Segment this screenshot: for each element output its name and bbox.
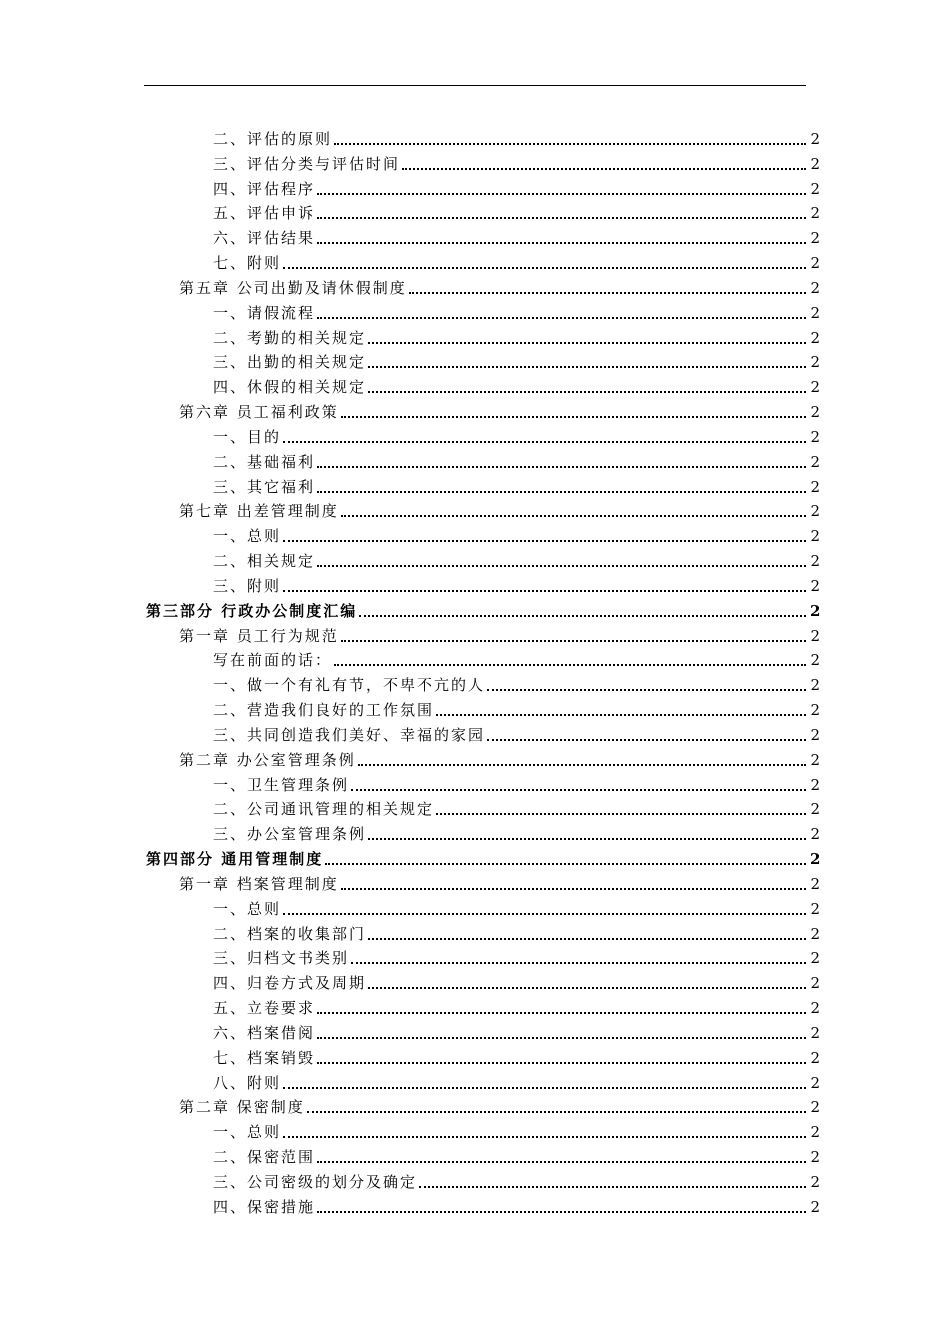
toc-dot-leader (325, 863, 806, 865)
toc-entry-title: 八、附则 (213, 1073, 282, 1092)
toc-page-number: 2 (810, 477, 820, 496)
toc-dot-leader (283, 540, 806, 542)
toc-section-entry[interactable] (213, 174, 820, 198)
toc-dot-leader (487, 689, 806, 691)
toc-dot-leader (317, 1012, 806, 1014)
toc-entry-title: 二、基础福利 (213, 452, 316, 471)
toc-entry-title: 五、评估申诉 (213, 204, 316, 223)
toc-section-entry[interactable] (213, 1192, 820, 1216)
toc-entry-title: 一、总则 (213, 899, 282, 918)
toc-page-number: 2 (810, 825, 820, 844)
toc-dot-leader (341, 888, 806, 890)
toc-part-entry[interactable] (146, 596, 820, 620)
toc-dot-leader (317, 1211, 806, 1213)
toc-dot-leader (341, 416, 806, 418)
toc-dot-leader (317, 565, 806, 567)
toc-dot-leader (283, 441, 806, 443)
toc-section-entry[interactable] (213, 248, 820, 272)
toc-page-number: 2 (810, 179, 820, 198)
toc-section-entry[interactable] (213, 521, 820, 545)
toc-entry-title: 二、评估的原则 (213, 130, 333, 148)
toc-page-number: 2 (810, 1098, 820, 1117)
toc-page-number: 2 (810, 576, 820, 595)
toc-chapter-entry[interactable] (179, 1092, 820, 1116)
toc-section-entry[interactable] (213, 347, 820, 371)
toc-section-entry[interactable] (213, 198, 820, 222)
toc-page-number: 2 (810, 303, 820, 322)
toc-page-number: 2 (810, 725, 820, 744)
toc-page-number: 2 (810, 626, 820, 645)
toc-entry-title: 第三部分 行政办公制度汇编 (146, 601, 358, 620)
toc-page-number: 2 (810, 601, 821, 620)
toc-dot-leader (283, 1136, 806, 1138)
toc-entry-title: 二、营造我们良好的工作氛围 (213, 701, 435, 720)
toc-dot-leader (351, 962, 806, 964)
toc-entry-title: 三、归档文书类别 (213, 949, 350, 968)
toc-section-entry[interactable] (213, 819, 820, 843)
toc-entry-title: 三、办公室管理条例 (213, 825, 367, 844)
toc-entry-title: 三、评估分类与评估时间 (213, 154, 401, 173)
toc-entry-title: 七、附则 (213, 254, 282, 273)
toc-section-entry[interactable] (213, 1167, 820, 1191)
toc-page-number: 2 (810, 1197, 820, 1216)
toc-page-number: 2 (810, 1148, 820, 1167)
toc-dot-leader (283, 1087, 806, 1089)
toc-section-entry[interactable] (213, 943, 820, 967)
toc-dot-leader (317, 1161, 806, 1163)
toc-section-entry[interactable] (213, 993, 820, 1017)
toc-page-number: 2 (810, 154, 820, 173)
toc-page-number: 2 (810, 502, 820, 521)
toc-section-entry[interactable] (213, 571, 820, 595)
toc-section-entry[interactable] (213, 1142, 820, 1166)
toc-entry-title: 三、公司密级的划分及确定 (213, 1172, 418, 1191)
toc-page-number: 2 (810, 1048, 820, 1067)
toc-dot-leader (351, 789, 806, 791)
toc-section-entry[interactable] (213, 1117, 820, 1141)
toc-chapter-entry[interactable] (179, 621, 820, 645)
toc-entry-title: 四、评估程序 (213, 179, 316, 198)
toc-entry-title: 三、共同创造我们美好、幸福的家园 (213, 725, 486, 744)
toc-page-number: 2 (810, 924, 820, 943)
toc-entry-title: 二、保密范围 (213, 1148, 316, 1167)
toc-dot-leader (317, 466, 806, 468)
toc-section-entry[interactable] (213, 472, 820, 496)
toc-dot-leader (368, 938, 806, 940)
toc-section-entry[interactable] (213, 223, 820, 247)
toc-section-entry[interactable] (213, 323, 820, 347)
toc-entry-title: 二、考勤的相关规定 (213, 328, 367, 347)
toc-dot-leader (317, 317, 806, 319)
toc-section-entry[interactable] (213, 1068, 820, 1092)
toc-entry-title: 三、附则 (213, 576, 282, 595)
toc-entry-title: 第六章 员工福利政策 (179, 403, 339, 422)
toc-page-number: 2 (810, 204, 820, 223)
toc-entry-title: 第一章 员工行为规范 (179, 626, 339, 645)
toc-section-entry[interactable] (213, 149, 820, 173)
toc-chapter-entry[interactable] (179, 273, 820, 297)
toc-page-number: 2 (810, 378, 820, 397)
toc-entry-title: 一、卫生管理条例 (213, 775, 350, 794)
toc-section-entry[interactable] (213, 298, 820, 322)
toc-entry-title: 四、归卷方式及周期 (213, 974, 367, 993)
toc-entry-title: 写在前面的话： (213, 651, 333, 670)
toc-dot-leader (317, 242, 806, 244)
toc-section-entry[interactable] (213, 968, 820, 992)
toc-dot-leader (283, 590, 806, 592)
toc-section-entry[interactable] (213, 447, 820, 471)
toc-page-number: 2 (810, 999, 820, 1018)
toc-entry-title: 三、其它福利 (213, 477, 316, 496)
toc-entry-title: 一、目的 (213, 427, 282, 446)
toc-page-number: 2 (810, 701, 820, 720)
toc-entry-title: 一、总则 (213, 1123, 282, 1142)
toc-dot-leader (334, 664, 806, 666)
toc-entry-title: 第七章 出差管理制度 (179, 502, 339, 521)
toc-page-number: 2 (810, 527, 820, 546)
toc-dot-leader (283, 913, 806, 915)
toc-page-number: 2 (810, 1172, 820, 1191)
toc-page-number: 2 (810, 328, 820, 347)
toc-entry-title: 第二章 保密制度 (179, 1098, 305, 1117)
toc-page-number: 2 (810, 750, 820, 769)
toc-section-entry[interactable] (213, 422, 820, 446)
toc-page-number: 2 (810, 452, 820, 471)
toc-dot-leader (419, 1186, 806, 1188)
toc-section-entry[interactable] (213, 1043, 820, 1067)
toc-page-number: 2 (810, 427, 820, 446)
toc-entry-title: 二、公司通讯管理的相关规定 (213, 800, 435, 819)
toc-entry-title: 五、立卷要求 (213, 999, 316, 1018)
toc-dot-leader (358, 764, 806, 766)
toc-section-entry[interactable] (213, 695, 820, 719)
toc-section-entry[interactable] (213, 124, 820, 148)
toc-entry-title: 第五章 公司出勤及请休假制度 (179, 278, 407, 297)
toc-entry-title: 第二章 办公室管理条例 (179, 750, 356, 769)
toc-entry-title: 三、出勤的相关规定 (213, 353, 367, 372)
toc-dot-leader (334, 143, 806, 145)
toc-dot-leader (402, 168, 806, 170)
toc-entry-title: 六、评估结果 (213, 229, 316, 248)
toc-section-entry[interactable] (213, 645, 820, 669)
toc-page-number: 2 (810, 254, 820, 273)
toc-dot-leader (317, 193, 806, 195)
toc-entry-title: 一、总则 (213, 527, 282, 546)
toc-dot-leader (317, 491, 806, 493)
toc-dot-leader (283, 267, 806, 269)
toc-entry-title: 四、保密措施 (213, 1197, 316, 1216)
toc-entry-title: 四、休假的相关规定 (213, 378, 367, 397)
toc-entry-title: 六、档案借阅 (213, 1023, 316, 1042)
toc-page-number: 2 (810, 775, 820, 794)
header-rule (144, 85, 806, 86)
toc-section-entry[interactable] (213, 894, 820, 918)
toc-dot-leader (341, 640, 806, 642)
toc-entry-title: 一、请假流程 (213, 303, 316, 322)
toc-page-number: 2 (810, 1123, 820, 1142)
toc-section-entry[interactable] (213, 546, 820, 570)
toc-page-number: 2 (810, 130, 820, 148)
toc-dot-leader (368, 391, 806, 393)
toc-dot-leader (436, 813, 806, 815)
toc-dot-leader (317, 1062, 806, 1064)
toc-page-number: 2 (810, 353, 820, 372)
toc-page-number: 2 (810, 676, 820, 695)
toc-page-number: 2 (810, 552, 820, 571)
toc-entry-title: 一、做一个有礼有节，不卑不亢的人 (213, 676, 486, 695)
toc-page-number: 2 (810, 874, 820, 893)
toc-entry-title: 二、相关规定 (213, 552, 316, 571)
toc-dot-leader (368, 342, 806, 344)
toc-section-entry[interactable] (213, 1018, 820, 1042)
toc-dot-leader (359, 615, 806, 617)
toc-chapter-entry[interactable] (179, 496, 820, 520)
toc-section-entry[interactable] (213, 770, 820, 794)
toc-dot-leader (487, 739, 806, 741)
toc-page-number: 2 (810, 1073, 820, 1092)
toc-section-entry[interactable] (213, 919, 820, 943)
toc-entry-title: 第四部分 通用管理制度 (146, 850, 324, 869)
toc-dot-leader (368, 987, 806, 989)
toc-section-entry[interactable] (213, 794, 820, 818)
toc-section-entry[interactable] (213, 720, 820, 744)
toc-page-number: 2 (810, 850, 821, 869)
toc-chapter-entry[interactable] (179, 869, 820, 893)
toc-page-number: 2 (810, 974, 820, 993)
toc-page-number: 2 (810, 949, 820, 968)
toc-entry-title: 第一章 档案管理制度 (179, 874, 339, 893)
toc-section-entry[interactable] (213, 670, 820, 694)
toc-dot-leader (409, 292, 806, 294)
toc-page-number: 2 (810, 229, 820, 248)
toc-dot-leader (368, 366, 806, 368)
toc-dot-leader (436, 714, 806, 716)
toc-page-number: 2 (810, 899, 820, 918)
toc-page-number: 2 (810, 800, 820, 819)
toc-chapter-entry[interactable] (179, 745, 820, 769)
toc-section-entry[interactable] (213, 372, 820, 396)
toc-page-number: 2 (810, 403, 820, 422)
toc-entry-title: 七、档案销毁 (213, 1048, 316, 1067)
toc-chapter-entry[interactable] (179, 397, 820, 421)
toc-dot-leader (317, 217, 806, 219)
toc-part-entry[interactable] (146, 844, 820, 868)
toc-page-number: 2 (810, 278, 820, 297)
toc-page-number: 2 (810, 651, 820, 670)
toc-entry-title: 二、档案的收集部门 (213, 924, 367, 943)
toc-dot-leader (341, 515, 806, 517)
toc-dot-leader (307, 1111, 806, 1113)
toc-dot-leader (368, 838, 806, 840)
toc-page-number: 2 (810, 1023, 820, 1042)
toc-dot-leader (317, 1037, 806, 1039)
